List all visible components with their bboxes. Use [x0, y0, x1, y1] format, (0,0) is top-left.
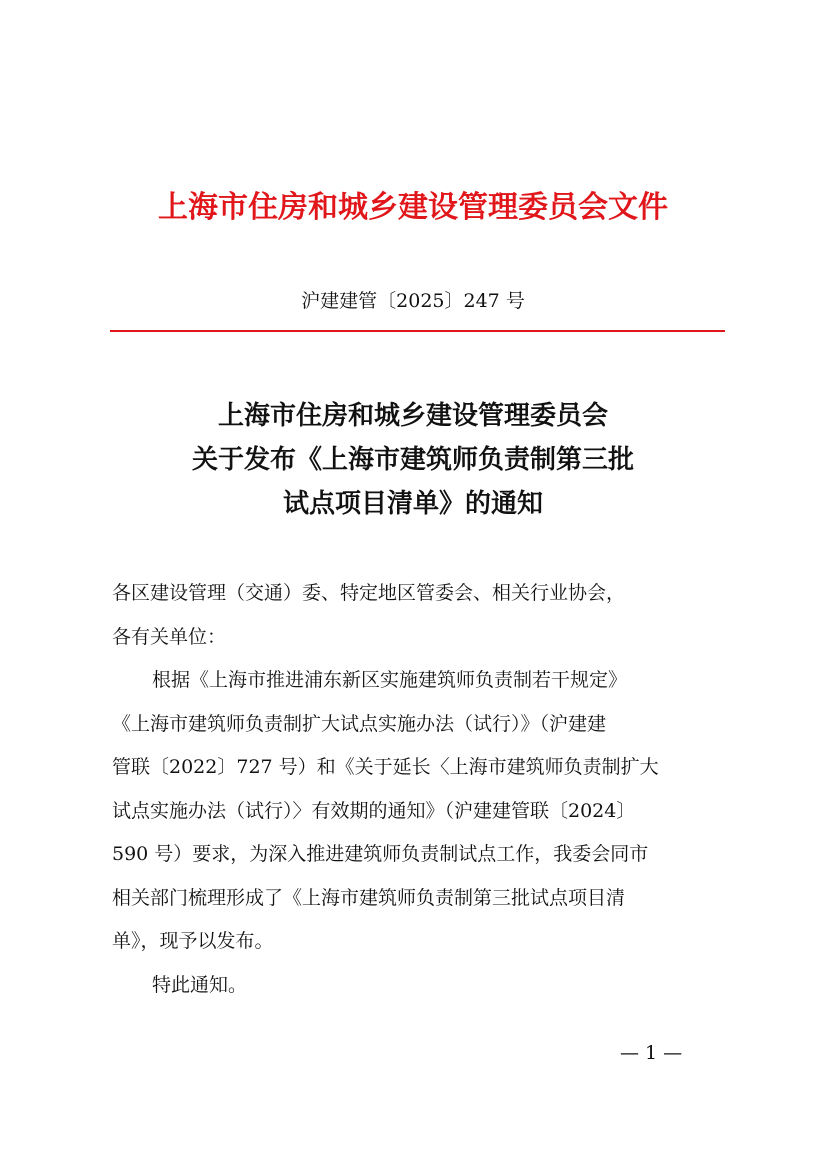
notice-body	[112, 572, 724, 1007]
document-number: 沪建建管〔2025〕247 号	[301, 290, 525, 312]
paragraph-line: 根据《上海市推进浦东新区实施建筑师负责制若干规定》	[152, 669, 628, 691]
paragraph-line: 管联〔2022〕727 号）和《关于延长〈上海市建筑师负责制扩大	[112, 756, 659, 778]
notice-title	[0, 394, 826, 526]
issuer-header-title: 上海市住房和城乡建设管理委员会文件	[158, 190, 668, 225]
paragraph-line: 《上海市建筑师负责制扩大试点实施办法（试行）》（沪建建	[112, 712, 607, 735]
notice-title-line: 试点项目清单》的通知	[282, 489, 543, 519]
paragraph-line: 590 号）要求，为深入推进建筑师负责制试点工作，我委会同市	[112, 843, 649, 865]
page-number: — 1 —	[620, 1042, 683, 1064]
closing-line: 特此通知。	[152, 973, 248, 996]
addressee-line: 各区建设管理（交通）委、特定地区管委会、相关行业协会，	[112, 582, 626, 604]
paragraph-line: 试点实施办法（试行）〉有效期的通知》（沪建建管联〔2024〕	[112, 799, 636, 822]
notice-title-line: 关于发布《上海市建筑师负责制第三批	[191, 445, 634, 475]
paragraph-line: 相关部门梳理形成了《上海市建筑师负责制第三批试点项目清	[112, 886, 626, 909]
addressee-line: 各有关单位：	[112, 625, 227, 648]
notice-title-line: 上海市住房和城乡建设管理委员会	[217, 401, 608, 431]
paragraph-line: 单》，现予以发布。	[112, 930, 274, 952]
red-divider-rule	[110, 330, 725, 332]
